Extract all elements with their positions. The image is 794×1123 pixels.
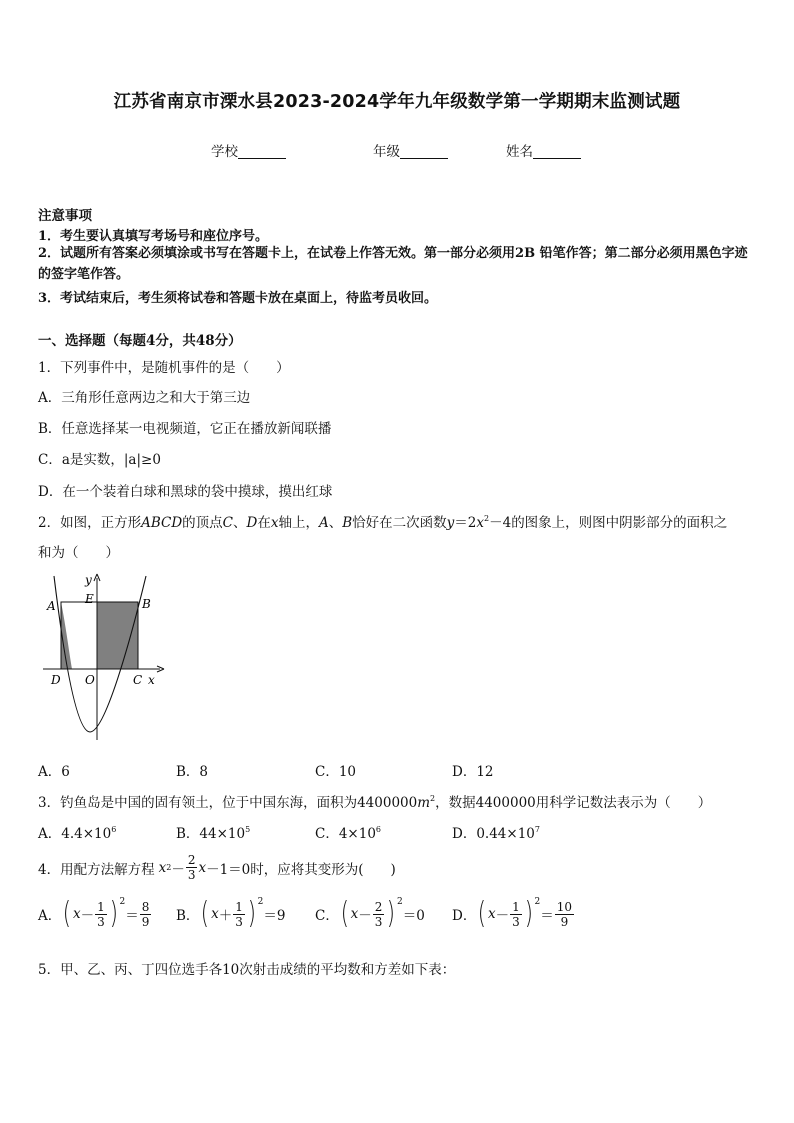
grade-label: 年级: [373, 144, 400, 160]
label-e: E: [85, 592, 94, 606]
label-d: D: [51, 673, 61, 687]
note-item: 2．试题所有答案必须填涂或书写在答题卡上，在试卷上作答无效。第一部分必须用2B 铅笔作答；第二部分必须用黑色字迹的签字笔作答。: [38, 246, 748, 282]
question-1-stem: 1．下列事件中，是随机事件的是（ ）: [38, 360, 290, 376]
label-x: x: [148, 673, 155, 687]
question-3-stem: 3．钓鱼岛是中国的固有领土，位于中国东海，面积为$4400000m^2$，数据4400000用科学记数法表示为（ ）: [38, 794, 712, 811]
question-2-stem-line2: 和为（ ）: [38, 545, 119, 561]
q2-option-d: D．12: [452, 764, 494, 780]
q4-option-b: B． ( x ＋ $\frac{1}{3}$ ) 2 ＝9: [176, 896, 286, 931]
q1-option-c: C．a是实数，|a|≥0: [38, 452, 161, 468]
parabola-square-figure: [40, 572, 170, 744]
left-shaded-region: [61, 602, 72, 669]
q4-option-a: A． ( x － $\frac{1}{3}$ ) 2 ＝ $\frac{8}{9}$: [38, 896, 150, 931]
q1-option-b: B．任意选择某一电视频道，它正在播放新闻联播: [38, 421, 332, 437]
q3-option-a: A．$4.4\times 10^6$: [38, 825, 117, 842]
label-a: A: [47, 599, 56, 613]
q3-option-b: B．$44\times 10^5$: [176, 825, 251, 842]
name-blank: [533, 144, 581, 159]
label-o: O: [85, 673, 95, 687]
q2-option-c: C．10: [315, 764, 357, 780]
grade-blank: [400, 144, 448, 159]
center-shaded-rect: [97, 602, 138, 669]
note-item: 3．考试结束后，考生须将试卷和答题卡放在桌面上，待监考员收回。: [38, 291, 438, 306]
notes-heading: 注意事项: [38, 208, 92, 224]
q3-option-d: D．$0.44\times 10^7$: [452, 825, 540, 842]
q4-fraction: $\frac{2}{3}$: [187, 853, 196, 882]
grade-field: [373, 140, 448, 160]
q3-option-c: C．$4\times 10^6$: [315, 825, 382, 842]
q4-option-d: D． ( x － $\frac{1}{3}$ ) 2 ＝ $\frac{10}{9}$: [452, 896, 573, 931]
label-c: C: [133, 673, 143, 687]
q4-option-c: C． ( x － $\frac{2}{3}$ ) 2 ＝0: [315, 896, 425, 931]
school-label: 学校: [211, 144, 238, 160]
page-title: 江苏省南京市溧水县2023-2024学年九年级数学第一学期期末监测试题: [113, 92, 681, 112]
school-blank: [238, 144, 286, 159]
question-4-stem: 4．用配方法解方程 x 2 － $\frac{2}{3}$ x －1＝0时，应将其变形为( ): [38, 853, 396, 882]
label-y: y: [85, 573, 92, 587]
q1-option-a: A．三角形任意两边之和大于第三边: [38, 390, 251, 406]
label-b: B: [142, 597, 151, 611]
question-2-stem: 2．如图，正方形ABCD的顶点C、D在x轴上，A、B恰好在二次函数$y=2x^2-4$的图象上，则图中阴影部分的面积之: [38, 514, 728, 531]
school-field: [211, 140, 286, 160]
name-field: [506, 140, 581, 160]
q2-option-a: A．6: [38, 764, 70, 780]
name-label: 姓名: [506, 144, 533, 160]
question-5-stem: 5．甲、乙、丙、丁四位选手各10次射击成绩的平均数和方差如下表：: [38, 962, 456, 978]
q2-option-b: B．8: [176, 764, 209, 780]
note-item: 1．考生要认真填写考场号和座位序号。: [38, 229, 269, 244]
section-heading: 一、选择题（每题4分，共48分）: [38, 333, 242, 349]
q1-option-d: D．在一个装着白球和黑球的袋中摸球，摸出红球: [38, 484, 333, 500]
